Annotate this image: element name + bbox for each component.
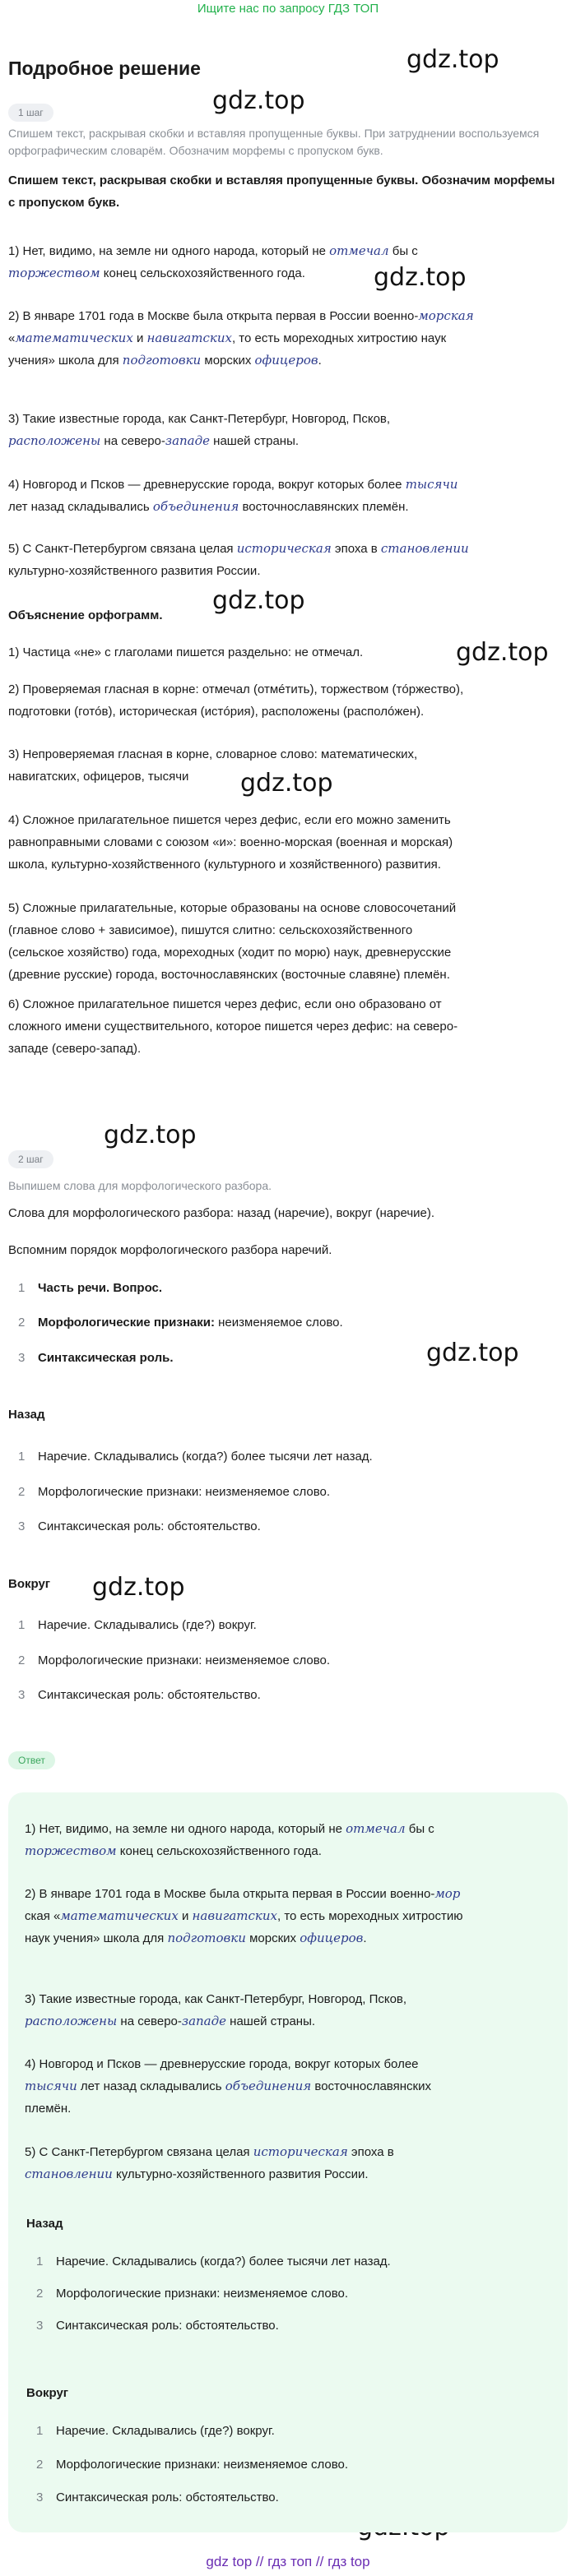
watermark: gdz.top [406,45,499,74]
sentence-3 [8,408,564,452]
answer-list-item: 3 Синтаксическая роль: обстоятельство. [36,2490,279,2504]
answer-heading-nazad: Назад [26,2217,63,2231]
watermark: gdz.top [456,638,549,667]
section-heading-nazad: Назад [8,1408,45,1422]
marked-word: объединения [225,2079,312,2093]
text: 1) Нет, видимо, на земле ни одного народа, который не [25,1822,346,1836]
text: Наречие. Складывались (где?) вокруг. [38,1618,257,1632]
text: 6) Сложное прилагательное пишется через дефис, если оно образовано от [8,997,442,1011]
watermark: gdz.top [426,1339,519,1367]
text: Морфологические признаки: [38,1316,215,1330]
marked-word: торжеством [8,266,100,280]
sentence-4 [8,474,564,518]
text: западе (северо-запад). [8,1042,142,1056]
marked-word: торжеством [25,1843,117,1858]
text: и [178,1909,193,1923]
text: Морфологические признаки: неизменяемое слово. [56,2458,349,2472]
explanation-2 [8,678,564,723]
list-item: 2 Морфологические признаки: неизменяемое слово. [18,1653,331,1667]
marked-word: западе [181,2014,227,2028]
text: и [132,331,147,345]
text: Синтаксическая роль: обстоятельство. [56,2490,279,2504]
page-title: Подробное решение [8,58,201,79]
text: 2) В январе 1701 года в Москве была открыта первая в России военно- [8,309,419,323]
explanation-6 [8,993,564,1060]
marked-word: расположены [25,2014,118,2028]
marked-word: становлении [380,541,469,556]
explanation-title: Объяснение орфограмм. [8,608,163,622]
watermark: gdz.top [212,86,305,115]
watermark: gdz.top [374,263,467,292]
answer-badge: Ответ [8,1751,55,1769]
text: 3) Такие известные города, как Санкт-Петербург, Новгород, Псков, [8,412,391,426]
answer-list-item: 3 Синтаксическая роль: обстоятельство. [36,2319,279,2333]
marked-word: математических [15,331,133,345]
plan-item: 3 Синтаксическая роль. [18,1351,174,1365]
text: племён. [25,2102,72,2116]
list-item: 2 Морфологические признаки: неизменяемое слово. [18,1485,331,1499]
text: 3) Такие известные города, как Санкт-Петербург, Новгород, Псков, [25,1992,407,2006]
text: морских [201,354,255,368]
text: школа, культурно-хозяйственного (культурного и хозяйственного) развития. [8,858,441,872]
text: неизменяемое слово. [214,1316,343,1330]
marked-word: мор [434,1886,461,1901]
sentence-5 [8,538,564,582]
analysis-order [8,1239,564,1261]
text: сложного имени существительного, которое пишется через дефис: на северо- [8,1020,458,1034]
text: Морфологические признаки: неизменяемое слово. [56,2287,349,2301]
text: Морфологические признаки: неизменяемое слово. [38,1485,331,1499]
task-statement [8,169,564,214]
watermark: gdz.top [92,1573,185,1602]
answer-sentence-4 [25,2053,560,2120]
watermark: gdz.top [104,1121,197,1149]
text: , то есть мореходных хитростию наук [231,331,447,345]
text: бы с [405,1822,434,1836]
text: (главное слово + зависимое), пишутся слитно: сельскохозяйственного [8,923,413,937]
text: (древние русские) города, восточнославянских (восточные славяне) племён. [8,968,450,982]
plan-item: 2 Морфологические признаки: неизменяемое слово. [18,1316,343,1330]
explanation-1 [8,641,564,664]
words-for-analysis [8,1202,564,1224]
text: восточнославянских [311,2079,431,2093]
text: ская « [25,1909,61,1923]
text: Наречие. Складывались (когда?) более тысячи лет назад. [38,1450,373,1464]
marked-word: навигатских [192,1908,277,1923]
sentence-2 [8,305,564,372]
marked-word: западе [165,433,211,448]
text: Наречие. Складывались (где?) вокруг. [56,2424,275,2438]
marked-word: офицеров [254,353,318,368]
footer-links[interactable]: gdz top // гдз топ // гдз top [206,2554,370,2569]
text: восточнославянских племён. [239,500,409,514]
text: 1) Нет, видимо, на земле ни одного народа, который не [8,244,330,258]
text: Морфологические признаки: неизменяемое слово. [38,1653,331,1667]
text: бы с [388,244,418,258]
explanation [8,604,564,627]
text: Синтаксическая роль: обстоятельство. [38,1519,261,1533]
text: эпоха в [331,542,381,556]
list-item: 3 Синтаксическая роль: обстоятельство. [18,1688,261,1702]
text: Слова для морфологического разбора: назад (наречие), вокруг (наречие). [8,1206,435,1220]
text: нашей страны. [226,2014,316,2028]
marked-word: тысячи [25,2079,77,2093]
text: равноправными словами с союзом «и»: военно-морская (военная и морская) [8,835,453,849]
task-statement-text: Спишем текст, раскрывая скобки и вставляя пропущенные буквы. Обозначим морфемы с пропуском букв. [8,173,555,210]
marked-word: подготовки [122,353,202,368]
answer-sentence-3 [25,1988,560,2033]
plan-item: 1 Часть речи. Вопрос. [18,1281,163,1295]
text: « [8,331,16,345]
list-item: 1 Наречие. Складывались (где?) вокруг. [18,1618,257,1632]
section-heading-vokrug: Вокруг [8,1577,51,1591]
text: 4) Новгород и Псков — древнерусские города, вокруг которых более [8,478,406,492]
text: культурно-хозяйственного развития России. [8,564,261,578]
text: , то есть мореходных хитростию [276,1909,463,1923]
list-item: 1 Наречие. Складывались (когда?) более тысячи лет назад. [18,1450,373,1464]
answer-list-item: 1 Наречие. Складывались (где?) вокруг. [36,2424,275,2438]
text: морских [245,1931,300,1945]
text: наук учения» школа для [25,1931,168,1945]
marked-word: становлении [25,2167,113,2181]
text: Наречие. Складывались (когда?) более тысячи лет назад. [56,2255,391,2268]
sentence-1 [8,240,564,284]
step-2-description: Выпишем слова для морфологического разбора. [8,1179,272,1192]
explanation-5 [8,897,564,986]
marked-word: офицеров [300,1931,364,1945]
answer-list-item: 1 Наречие. Складывались (когда?) более тысячи лет назад. [36,2255,391,2268]
text: 2) Проверяемая гласная в корне: отмечал (отмéтить), торжеством (тóржество), [8,682,464,696]
search-hint-link[interactable]: Ищите нас по запросу ГДЗ ТОП [197,2,379,16]
text: . [318,354,322,368]
text: подготовки (готóв), историческая (истóрия), расположены (располóжен). [8,705,425,719]
text: Синтаксическая роль: обстоятельство. [56,2319,279,2333]
marked-word: навигатских [146,331,232,345]
text: Синтаксическая роль. [38,1351,174,1365]
step-1-badge: 1 шаг [8,104,53,122]
explanation-3 [8,743,564,788]
text: эпоха в [347,2145,394,2159]
text: конец сельскохозяйственного года. [100,266,305,280]
list-item: 3 Синтаксическая роль: обстоятельство. [18,1519,261,1533]
marked-word: историческая [253,2144,348,2159]
text: 4) Новгород и Псков — древнерусские города, вокруг которых более [25,2057,419,2071]
text: 5) С Санкт-Петербургом связана целая [25,2145,253,2159]
text: нашей страны. [210,434,300,448]
marked-word: объединения [152,499,239,514]
text: лет назад складывались [8,500,153,514]
answer-list-item: 2 Морфологические признаки: неизменяемое слово. [36,2458,349,2472]
task-description: Спишем текст, раскрывая скобки и вставляя пропущенные буквы. При затруднении воспользуемся орфографическим словарём. Обозначим морфемы с пропуском букв. [8,127,540,157]
text: (сельское хозяйство) года, мореходных (ходит по морю) наук, древнерусские [8,946,452,960]
text: 5) Сложные прилагательные, которые образованы на основе словосочетаний [8,901,457,915]
text: Вспомним порядок морфологического разбора наречий. [8,1243,332,1257]
text: на северо- [100,434,165,448]
watermark: gdz.top [212,586,305,615]
text: навигатских, офицеров, тысячи [8,770,189,784]
text: Синтаксическая роль: обстоятельство. [38,1688,261,1702]
marked-word: отмечал [329,243,389,258]
marked-word: отмечал [346,1821,406,1836]
answer-list-item: 2 Морфологические признаки: неизменяемое слово. [36,2287,349,2301]
marked-word: математических [60,1908,179,1923]
text: 3) Непроверяемая гласная в корне, словарное слово: математических, [8,747,418,761]
watermark: gdz.top [240,769,333,798]
marked-word: морская [418,308,474,323]
answer-sentence-2 [25,1883,560,1949]
answer-heading-vokrug: Вокруг [26,2386,69,2400]
marked-word: подготовки [167,1931,246,1945]
text: культурно-хозяйственного развития России. [112,2167,369,2181]
explanation-4 [8,809,564,876]
marked-word: историческая [236,541,332,556]
answer-sentence-1 [25,1818,560,1862]
text: 5) С Санкт-Петербургом связана целая [8,542,237,556]
text: Часть речи. Вопрос. [38,1281,163,1295]
step-2-badge: 2 шаг [8,1150,53,1168]
text: . [363,1931,367,1945]
text: конец сельскохозяйственного года. [116,1844,322,1858]
text: 2) В январе 1701 года в Москве была открыта первая в России военно- [25,1887,435,1901]
text: 1) Частица «не» с глаголами пишется раздельно: не отмечал. [8,645,364,659]
marked-word: расположены [8,433,101,448]
text: учения» школа для [8,354,123,368]
marked-word: тысячи [405,477,458,492]
answer-sentence-5 [25,2141,560,2185]
text: на северо- [117,2014,182,2028]
text: 4) Сложное прилагательное пишется через дефис, если его можно заменить [8,813,451,827]
text: лет назад складывались [77,2079,225,2093]
